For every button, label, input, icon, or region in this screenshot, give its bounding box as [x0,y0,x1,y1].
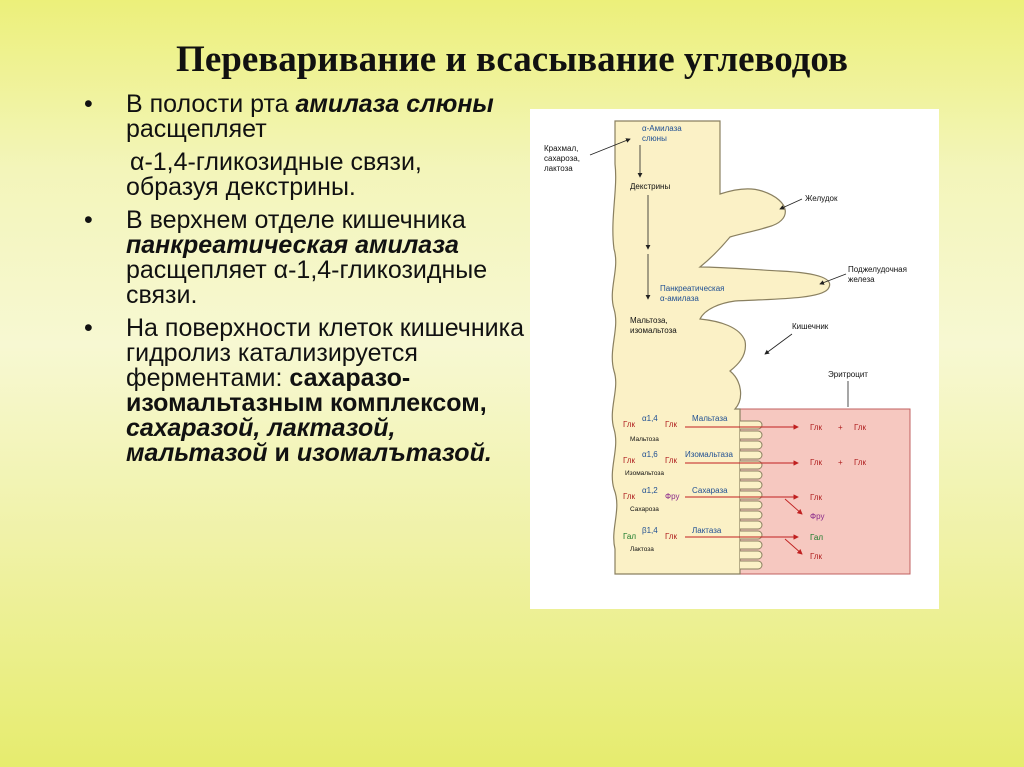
intestine-arrow [765,334,792,354]
bullet-3-emphasis-2: изомалътазой. [296,439,492,467]
row2-product-2: Глк [854,458,867,467]
row1-enzyme: Мальтаза [692,414,728,423]
row1-product-1: Глк [810,423,823,432]
row2-right: Глк [665,456,678,465]
dextrins-label: Декстрины [630,182,671,191]
intestine-label: Кишечник [792,322,829,331]
row3-bond: α1,2 [642,486,658,495]
row2-bond: α1,6 [642,450,658,459]
row4-right: Глк [665,532,678,541]
row1-left: Глк [623,420,636,429]
row4-enzyme: Лактаза [692,526,722,535]
row3-substrate: Сахароза [630,506,659,513]
starch-label-2: сахароза, [544,154,580,163]
row4-product-1: Гал [810,533,823,542]
pancreatic-amylase-label-1: Панкреатическая [660,284,725,293]
bullet-1-emphasis: амилаза слюны [295,90,494,118]
bullet-3-pre: На поверхности клеток кишечника гидролиз катализируется ферментами: [126,314,524,392]
row4-left: Гал [623,532,636,541]
microvilli [740,421,762,569]
maltose-label-1: Мальтоза, [630,316,668,325]
row4-bond: β1,4 [642,526,658,535]
salivary-amylase-label-2: слюны [642,134,667,143]
pancreatic-amylase-label-2: α-амилаза [660,294,699,303]
row1-substrate: Мальтоза [630,436,659,443]
bullet-2-post: расщепляет α-1,4-гликозидные связи. [126,256,488,309]
starch-label-3: лактоза [544,164,573,173]
row3-product-1: Глк [810,493,823,502]
row4-substrate: Лактоза [630,546,654,553]
bullet-marker: • [84,90,93,118]
bullet-2-emphasis: панкреатическая амилаза [126,231,459,259]
bullet-2 [84,208,524,308]
bullet-marker: • [84,206,93,234]
row1-product-2: Глк [854,423,867,432]
bullet-3-emphasis-1: сахаразой, лактазой, мальтазой [126,414,396,467]
bullet-1 [84,92,524,200]
row4-product-2: Глк [810,552,823,561]
row2-enzyme: Изомальтаза [685,450,733,459]
bullet-1-line2: α-1,4-гликозидные связи, [130,148,422,176]
slide-title: Переваривание и всасывание углеводов [176,39,848,80]
row3-enzyme: Сахараза [692,486,728,495]
bullet-2-pre: В верхнем отделе кишечника [126,206,466,234]
bullet-marker: • [84,314,93,342]
row2-left: Глк [623,456,636,465]
bullet-3-bold: сахаразо-изомальтазным комплексом, [126,364,487,417]
row1-bond: α1,4 [642,414,658,423]
digestion-diagram-svg [530,109,939,609]
row2-substrate: Изомальтоза [625,470,664,477]
salivary-amylase-label-1: α-Амилаза [642,124,682,133]
bullet-1-line3: образуя декстрины. [126,173,356,201]
row1-right: Глк [665,420,678,429]
row3-left: Глк [623,492,636,501]
erythrocyte-region [740,409,910,574]
row1-plus: + [838,423,843,432]
starch-label-1: Крахмал, [544,144,579,153]
pancreas-label-1: Поджелудочная [848,265,907,274]
digestion-diagram [530,109,939,609]
bullet-1-post: расщепляет [126,115,267,143]
erythrocyte-label: Эритроцит [828,370,868,379]
row2-product-1: Глк [810,458,823,467]
bullet-1-pre: В полости рта [126,90,296,118]
bullet-list [84,92,524,474]
maltose-label-2: изомальтоза [630,326,677,335]
bullet-3 [84,316,524,466]
bullet-3-mid: и [267,439,297,467]
pancreas-label-2: железа [848,275,875,284]
row2-plus: + [838,458,843,467]
row3-right: Фру [665,492,680,501]
row3-product-2: Фру [810,512,825,521]
stomach-label: Желудок [805,194,838,203]
